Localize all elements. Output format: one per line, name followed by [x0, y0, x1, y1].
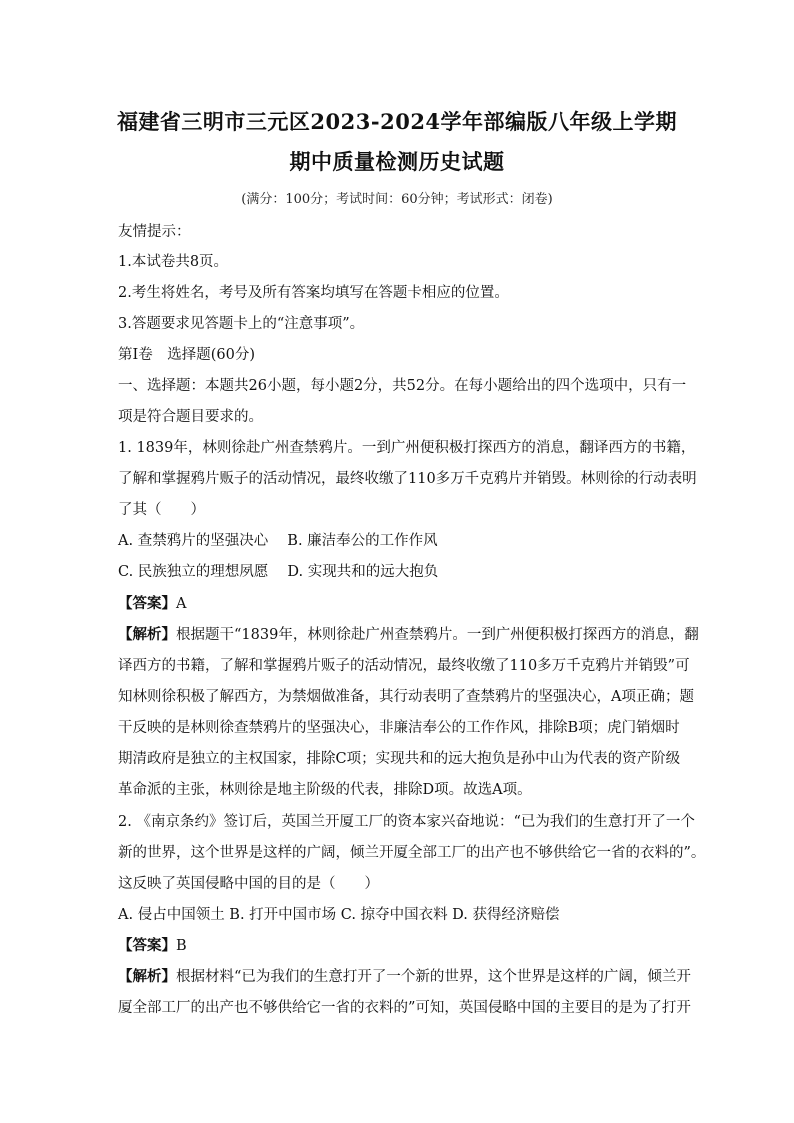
- q2-stem-line: 2. 《南京条约》签订后，英国兰开厦工厂的资本家兴奋地说：“已为我们的生意打开了一个: [118, 814, 695, 830]
- q1-stem-line: 1. 1839年，林则徐赴广州查禁鸦片。一到广州便积极打探西方的消息，翻译西方的书籍，: [118, 440, 696, 456]
- answer-label: 【答案】: [118, 937, 176, 954]
- tip-item: 1.本试卷共8页。: [118, 254, 229, 270]
- answer-value: B: [176, 938, 187, 954]
- answer-value: A: [176, 596, 187, 612]
- q2-analysis-line: 厦全部工厂的出产也不够供给它一省的衣料的”可知，英国侵略中国的主要目的是为了打开: [118, 1000, 691, 1016]
- exam-title-line1: 福建省三明市三元区2023-2024学年部编版八年级上学期: [116, 109, 678, 134]
- q1-options-line1: A. 查禁鸦片的坚强决心 B. 廉洁奉公的工作作风: [118, 533, 438, 549]
- answer-label: 【答案】: [118, 595, 176, 612]
- q1-analysis-line: 知林则徐积极了解西方，为禁烟做准备，其行动表明了查禁鸦片的坚强决心，A项正确；题: [118, 689, 694, 705]
- tips-heading: 友情提示：: [118, 224, 191, 240]
- q1-stem-line: 了解和掌握鸦片贩子的活动情况，最终收缴了110多万千克鸦片并销毁。林则徐的行动表明: [118, 471, 697, 487]
- q1-analysis-line: [118, 623, 699, 644]
- q1-options-line2: C. 民族独立的理想夙愿 D. 实现共和的远大抱负: [118, 564, 439, 580]
- q2-stem-line: 这反映了英国侵略中国的目的是（ ）: [118, 876, 379, 892]
- analysis-label: 【解析】: [118, 626, 176, 643]
- q1-analysis-line: 革命派的主张，林则徐是地主阶级的代表，排除D项。故选A项。: [118, 782, 532, 798]
- q1-stem-line: 了其（ ）: [118, 502, 205, 518]
- exam-subtitle: (满分：100分；考试时间：60分钟；考试形式：闭卷): [241, 192, 553, 207]
- q1-answer: [118, 592, 186, 613]
- q1-analysis-line: 译西方的书籍，了解和掌握鸦片贩子的活动情况，最终收缴了110多万千克鸦片并销毁”可: [118, 658, 690, 674]
- q2-options-line: A. 侵占中国领土 B. 打开中国市场 C. 掠夺中国衣料 D. 获得经济赔偿: [118, 907, 560, 923]
- exam-title-line2: 期中质量检测历史试题: [289, 149, 505, 174]
- tip-item: 2.考生将姓名，考号及所有答案均填写在答题卡相应的位置。: [118, 285, 509, 301]
- tip-item: 3.答题要求见答题卡上的“注意事项”。: [118, 316, 365, 332]
- analysis-text: 根据材料“已为我们的生意打开了一个新的世界，这个世界是这样的广阔，倾兰开: [176, 969, 691, 985]
- section-title: 第Ⅰ卷 选择题(60分): [118, 347, 255, 363]
- q1-analysis-line: 干反映的是林则徐查禁鸦片的坚强决心，非廉洁奉公的工作作风，排除B项；虎门销烟时: [118, 720, 680, 736]
- q2-analysis-line: [118, 965, 691, 986]
- analysis-text: 根据题干“1839年，林则徐赴广州查禁鸦片。一到广州便积极打探西方的消息，翻: [176, 627, 699, 643]
- instructions-line: 一、选择题：本题共26小题，每小题2分，共52分。在每小题给出的四个选项中，只有一: [118, 378, 687, 394]
- analysis-label: 【解析】: [118, 968, 176, 985]
- q1-analysis-line: 期清政府是独立的主权国家，排除C项；实现共和的远大抱负是孙中山为代表的资产阶级: [118, 751, 681, 767]
- q2-stem-line: 新的世界，这个世界是这样的广阔，倾兰开厦全部工厂的出产也不够供给它一省的衣料的”。: [118, 845, 706, 861]
- instructions-line: 项是符合题目要求的。: [118, 409, 263, 425]
- q2-answer: [118, 934, 187, 955]
